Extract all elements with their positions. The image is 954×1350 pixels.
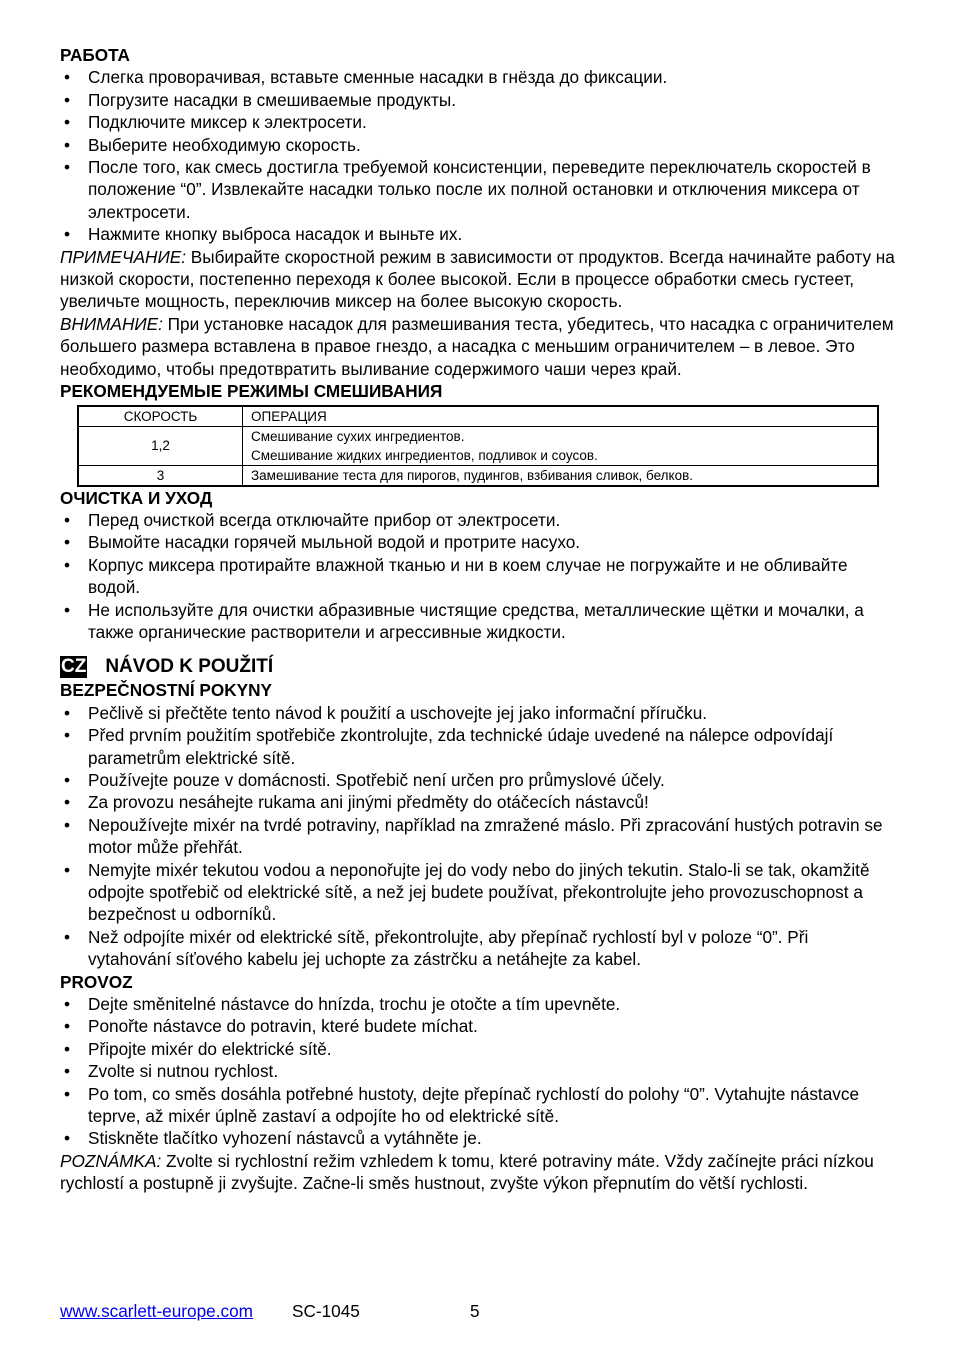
table-row [78,465,878,486]
speed-cell: 3 [78,465,243,486]
bullet-icon: • [63,859,71,880]
list-item: • Nemyjte mixér tekutou vodou a neponořujte jej do vody nebo do jiných tekutin. Stalo-li se tak, okamžitě odpojte spotřebič od elektrické sítě, a než jej budete používat, překontrolujte jeho provozuschopnost a bezpečnost u odborníků. [60,859,896,926]
list-item: • Слегка проворачивая, вставьте сменные насадки в гнёзда до фиксации. [60,66,896,88]
list-item: • Dejte směnitelné nástavce do hnízda, trochu je otočte a tím upevněte. [60,993,896,1015]
speed-modes-table [77,405,879,487]
ru-work-list [60,66,896,245]
website-link[interactable]: www.scarlett-europe.com [60,1301,253,1321]
bullet-icon: • [63,509,71,530]
bullet-icon: • [63,112,71,133]
cz-operation-heading: PROVOZ [60,971,133,992]
bullet-icon: • [63,157,71,178]
bullet-icon: • [63,89,71,110]
list-item: • Ponořte nástavce do potravin, které budete míchat. [60,1015,896,1037]
note-label: POZNÁMKA: [60,1150,162,1171]
bullet-icon: • [63,1016,71,1037]
list-item: • Před prvním použitím spotřebiče zkontrolujte, zda technické údaje uvedené na nálepce odpovídají parametrům elektrické sítě. [60,724,896,769]
list-item: • Подключите миксер к электросети. [60,111,896,133]
list-item: • Pečlivě si přečtěte tento návod k použití a uschovejte jej jako informační příručku. [60,702,896,724]
model-number: SC-1045 [292,1301,360,1321]
bullet-icon: • [63,1083,71,1104]
list-item: • После того, как смесь достигла требуемой консистенции, переведите переключатель скоростей в положение “0”. Извлекайте насадки только после их полной остановки и отключения миксера от электросети. [60,156,896,223]
warning-label: ВНИМАНИЕ: [60,313,163,334]
page-number: 5 [470,1301,480,1321]
bullet-icon: • [63,792,71,813]
note-text: Выбирайте скоростной режим в зависимости от продуктов. Всегда начинайте работу на низкой скорости, постепенно переходя к более высокой. Если в процессе обработки смесь густеет, увеличьте мощность, переключив миксер на более высокую скорость. [60,246,895,312]
page-footer [60,1300,896,1322]
list-item: • Погрузите насадки в смешиваемые продукты. [60,89,896,111]
ru-work-heading: РАБОТА [60,45,130,65]
list-item: • Нажмите кнопку выброса насадок и выньте их. [60,223,896,245]
cz-note [60,1150,896,1195]
ru-warning [60,313,896,380]
list-item: • Nepoužívejte mixér na tvrdé potraviny, například na zmražené máslo. Při zpracování hustých potravin se motor může přehřát. [60,814,896,859]
ru-care-heading: ОЧИСТКА И УХОД [60,487,213,508]
operation-cell: Смешивание сухих ингредиентов. Смешивание жидких ингредиентов, подливок и соусов. [243,426,879,465]
list-item: • Не используйте для очистки абразивные чистящие средства, металлические щётки и мочалки, а также органические растворители и агрессивные жидкости. [60,599,896,644]
table-row [78,426,878,465]
bullet-icon: • [63,814,71,835]
ru-modes-heading: РЕКОМЕНДУЕМЫЕ РЕЖИМЫ СМЕШИВАНИЯ [60,381,443,402]
bullet-icon: • [63,224,71,245]
ru-note [60,246,896,313]
list-item: • Používejte pouze v domácnosti. Spotřebič není určen pro průmyslové účely. [60,769,896,791]
warning-text: При установке насадок для размешивания теста, убедитесь, что насадка с ограничителем большего размера вставлена в правое гнездо, а насадка с меньшим ограничителем – в левое. Это необходимо, чтобы предотвратить выливание содержимого чаши через край. [60,313,894,379]
col-operation-header: ОПЕРАЦИЯ [243,406,879,427]
manual-page [60,44,896,1195]
list-item: • Вымойте насадки горячей мыльной водой и протрите насухо. [60,531,896,553]
table-header-row [78,406,878,427]
note-label: ПРИМЕЧАНИЕ: [60,246,186,267]
note-text: Zvolte si rychlostní režim vzhledem k tomu, které potraviny máte. Vždy začínejte práci nízkou rychlostí a postupně ji zvyšujte. Začne-li směs hustnout, zvyšte výkon přepnutím do větší rychlosti. [60,1150,874,1194]
col-speed-header: СКОРОСТЬ [78,406,243,427]
list-item: • Перед очисткой всегда отключайте прибор от электросети. [60,509,896,531]
bullet-icon: • [63,1061,71,1082]
cz-section-title [60,655,896,679]
bullet-icon: • [63,1038,71,1059]
cz-title: NÁVOD K POUŽITÍ [105,656,274,678]
cz-safety-heading: BEZPEČNOSTNÍ POKYNY [60,680,273,701]
bullet-icon: • [63,67,71,88]
cz-operation-list [60,993,896,1150]
cz-safety-list [60,702,896,971]
ru-care-list [60,509,896,643]
list-item: • Выберите необходимую скорость. [60,134,896,156]
list-item: • Než odpojíte mixér od elektrické sítě, překontrolujte, aby přepínač rychlostí byl v poloze “0”. Při vytahování síťového kabelu jej uchopte za zástrčku a netáhejte za kabel. [60,926,896,971]
bullet-icon: • [63,1128,71,1149]
bullet-icon: • [63,702,71,723]
bullet-icon: • [63,532,71,553]
language-badge: CZ [61,656,87,678]
bullet-icon: • [63,725,71,746]
bullet-icon: • [63,926,71,947]
list-item: • Корпус миксера протирайте влажной тканью и ни в коем случае не погружайте и не обливайте водой. [60,554,896,599]
bullet-icon: • [63,599,71,620]
list-item: • Stiskněte tlačítko vyhození nástavců a vytáhněte je. [60,1127,896,1149]
bullet-icon: • [63,554,71,575]
bullet-icon: • [63,134,71,155]
list-item: • Připojte mixér do elektrické sítě. [60,1038,896,1060]
operation-cell: Замешивание теста для пирогов, пудингов, взбивания сливок, белков. [243,465,879,486]
bullet-icon: • [63,769,71,790]
list-item: • Zvolte si nutnou rychlost. [60,1060,896,1082]
list-item: • Za provozu nesáhejte rukama ani jinými předměty do otáčecích nástavců! [60,791,896,813]
speed-cell: 1,2 [78,426,243,465]
list-item: • Po tom, co směs dosáhla potřebné hustoty, dejte přepínač rychlostí do polohy “0”. Vytahujte nástavce teprve, až mixér úplně zastaví a odpojíte ho od elektrické sítě. [60,1083,896,1128]
bullet-icon: • [63,994,71,1015]
